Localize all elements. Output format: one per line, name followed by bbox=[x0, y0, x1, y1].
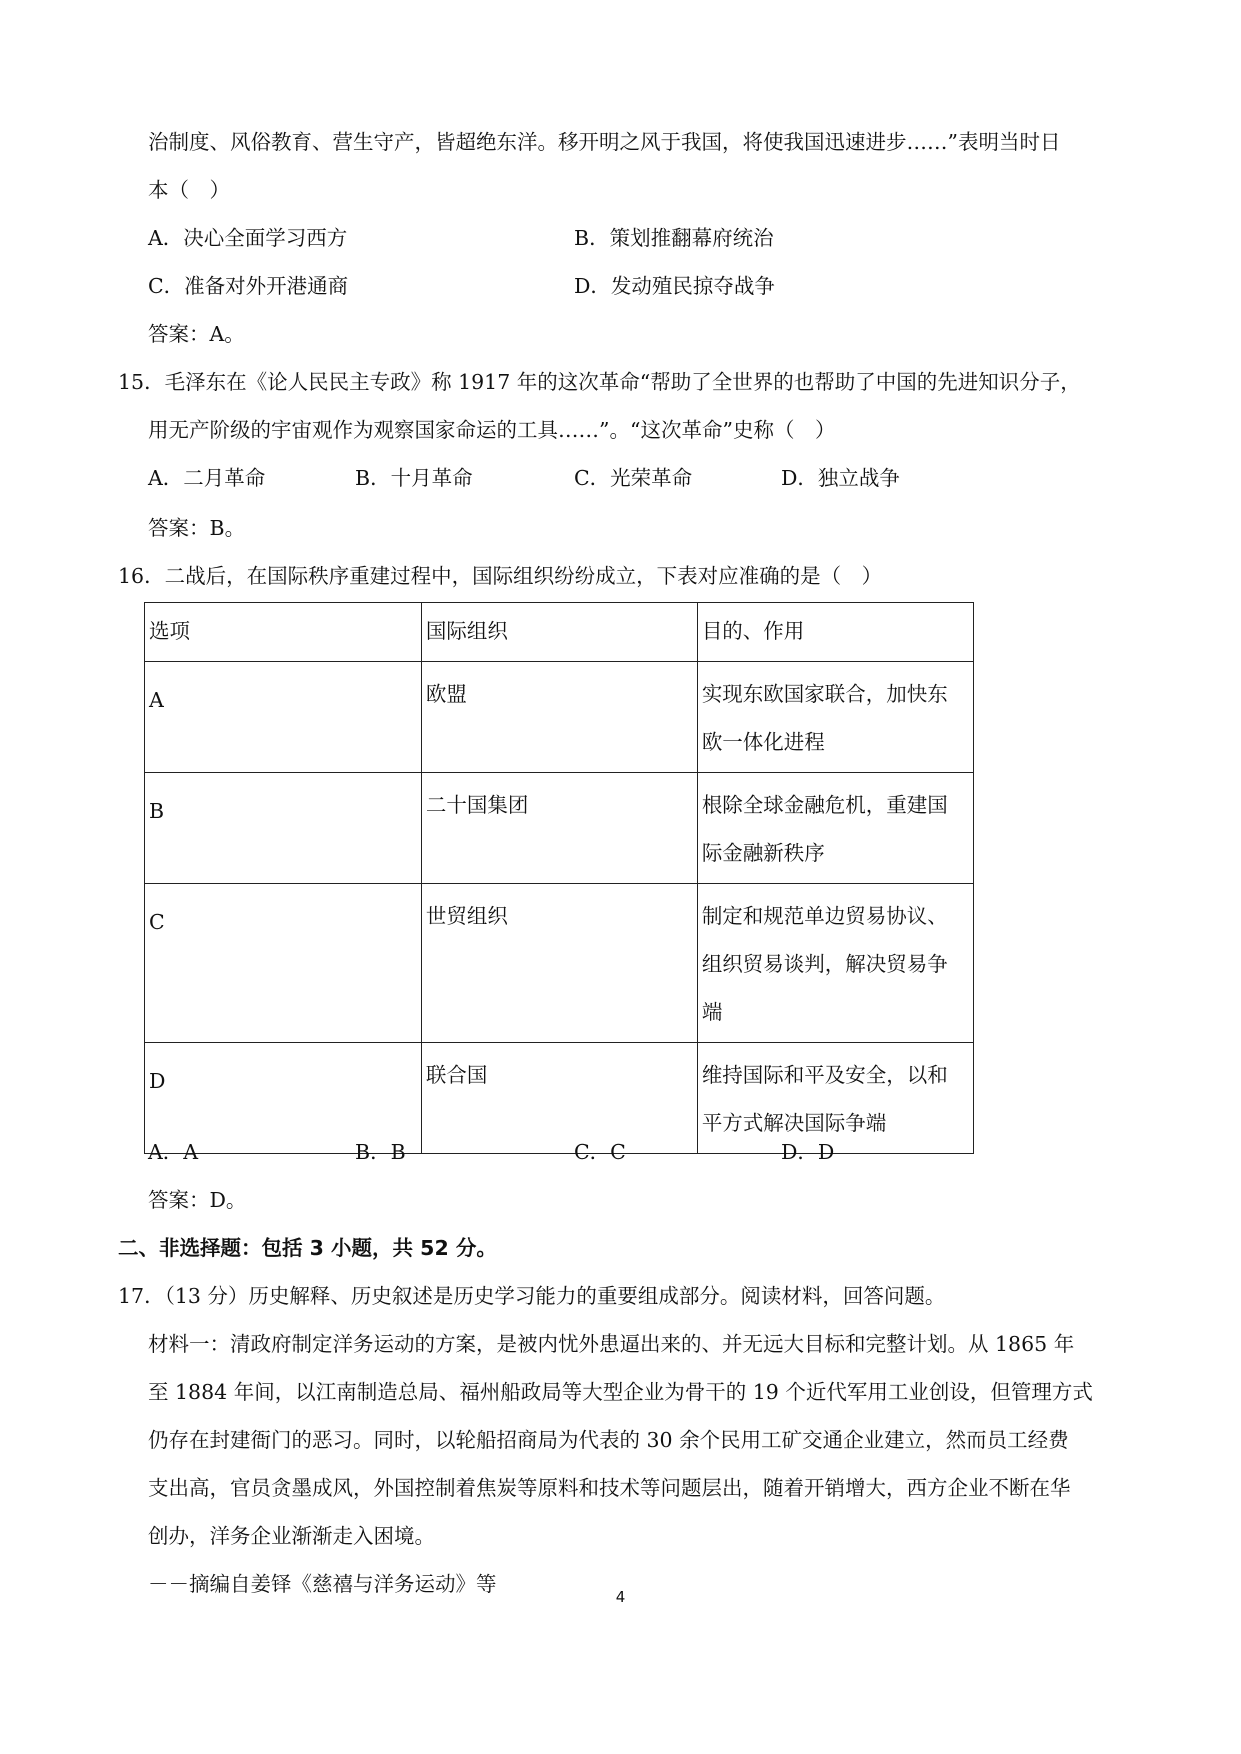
purpose-cell bbox=[697, 662, 973, 773]
q15-option-b: B．十月革命 bbox=[355, 466, 473, 490]
q15-stem-line2: 用无产阶级的宇宙观作为观察国家命运的工具……”。“这次革命”史称（ ） bbox=[148, 418, 836, 442]
q14-option-c: C．准备对外开港通商 bbox=[148, 274, 349, 298]
header-purpose: 目的、作用 bbox=[697, 603, 973, 662]
table-header-row bbox=[145, 603, 974, 662]
option-cell: D bbox=[145, 1043, 422, 1154]
table-row bbox=[145, 662, 974, 773]
q16-option-b: B．B bbox=[355, 1140, 406, 1164]
table-row bbox=[145, 773, 974, 884]
purpose-cell bbox=[697, 1043, 973, 1154]
purpose-line: 端 bbox=[701, 1000, 723, 1024]
q17-material-line5: 创办，洋务企业渐渐走入困境。 bbox=[148, 1524, 435, 1548]
purpose-line: 根除全球金融危机，重建国 bbox=[701, 793, 948, 817]
organization-cell: 世贸组织 bbox=[421, 884, 697, 1043]
option-cell: A bbox=[145, 662, 422, 773]
purpose-cell bbox=[697, 884, 973, 1043]
q14-option-b: B．策划推翻幕府统治 bbox=[574, 226, 774, 250]
organization-cell: 二十国集团 bbox=[421, 773, 697, 884]
q17-material-line4: 支出高，官员贪墨成风，外国控制着焦炭等原料和技术等问题层出，随着开销增大，西方企业不断在华 bbox=[148, 1476, 1071, 1500]
q14-option-a: A．决心全面学习西方 bbox=[148, 226, 348, 250]
q14-stem-line2: 本（ ） bbox=[148, 178, 230, 202]
q15-stem-line1: 15．毛泽东在《论人民民主专政》称 1917 年的这次革命“帮助了全世界的也帮助了中国的先进知识分子， bbox=[118, 370, 1081, 394]
q14-stem-line1: 治制度、风俗教育、营生守产，皆超绝东洋。移开明之风于我国，将使我国迅速进步……”表明当时日 bbox=[148, 130, 1061, 154]
q15-option-a: A．二月革命 bbox=[148, 466, 266, 490]
q15-answer: 答案：B。 bbox=[148, 516, 246, 540]
q14-option-d: D．发动殖民掠夺战争 bbox=[574, 274, 775, 298]
q16-stem: 16．二战后，在国际秩序重建过程中，国际组织纷纷成立，下表对应准确的是（ ） bbox=[118, 564, 883, 588]
q16-option-c: C．C bbox=[574, 1140, 626, 1164]
section-heading: 二、非选择题：包括 3 小题，共 52 分。 bbox=[118, 1236, 497, 1260]
q16-option-d: D．D bbox=[781, 1140, 835, 1164]
international-org-table bbox=[144, 602, 974, 1154]
q17-source: －－摘编自姜铎《慈禧与洋务运动》等 bbox=[148, 1572, 497, 1596]
q14-answer: 答案：A。 bbox=[148, 322, 245, 346]
q15-option-c: C．光荣革命 bbox=[574, 466, 693, 490]
purpose-line: 制定和规范单边贸易协议、 bbox=[701, 904, 948, 928]
purpose-line: 维持国际和平及安全，以和 bbox=[701, 1063, 948, 1087]
q16-option-a: A．A bbox=[148, 1140, 199, 1164]
purpose-line: 实现东欧国家联合，加快东 bbox=[701, 682, 948, 706]
table-row bbox=[145, 884, 974, 1043]
option-cell: B bbox=[145, 773, 422, 884]
q16-answer: 答案：D。 bbox=[148, 1188, 247, 1212]
purpose-line: 平方式解决国际争端 bbox=[701, 1111, 887, 1135]
q17-stem: 17．（13 分）历史解释、历史叙述是历史学习能力的重要组成部分。阅读材料，回答问题。 bbox=[118, 1284, 946, 1308]
page-number: 4 bbox=[615, 1588, 626, 1606]
purpose-line: 组织贸易谈判，解决贸易争 bbox=[701, 952, 948, 976]
purpose-line: 欧一体化进程 bbox=[701, 730, 825, 754]
organization-cell: 联合国 bbox=[421, 1043, 697, 1154]
purpose-line: 际金融新秩序 bbox=[701, 841, 825, 865]
q17-material-line1: 材料一：清政府制定洋务运动的方案，是被内忧外患逼出来的、并无远大目标和完整计划。从 1865 年 bbox=[148, 1332, 1075, 1356]
table-row bbox=[145, 1043, 974, 1154]
purpose-cell bbox=[697, 773, 973, 884]
option-cell: C bbox=[145, 884, 422, 1043]
q17-material-line3: 仍存在封建衙门的恶习。同时，以轮船招商局为代表的 30 余个民用工矿交通企业建立，然而员工经费 bbox=[148, 1428, 1069, 1452]
header-organization: 国际组织 bbox=[421, 603, 697, 662]
q17-material-line2: 至 1884 年间，以江南制造总局、福州船政局等大型企业为骨干的 19 个近代军用工业创设，但管理方式 bbox=[148, 1380, 1093, 1404]
q15-option-d: D．独立战争 bbox=[781, 466, 900, 490]
header-option: 选项 bbox=[145, 603, 422, 662]
organization-cell: 欧盟 bbox=[421, 662, 697, 773]
